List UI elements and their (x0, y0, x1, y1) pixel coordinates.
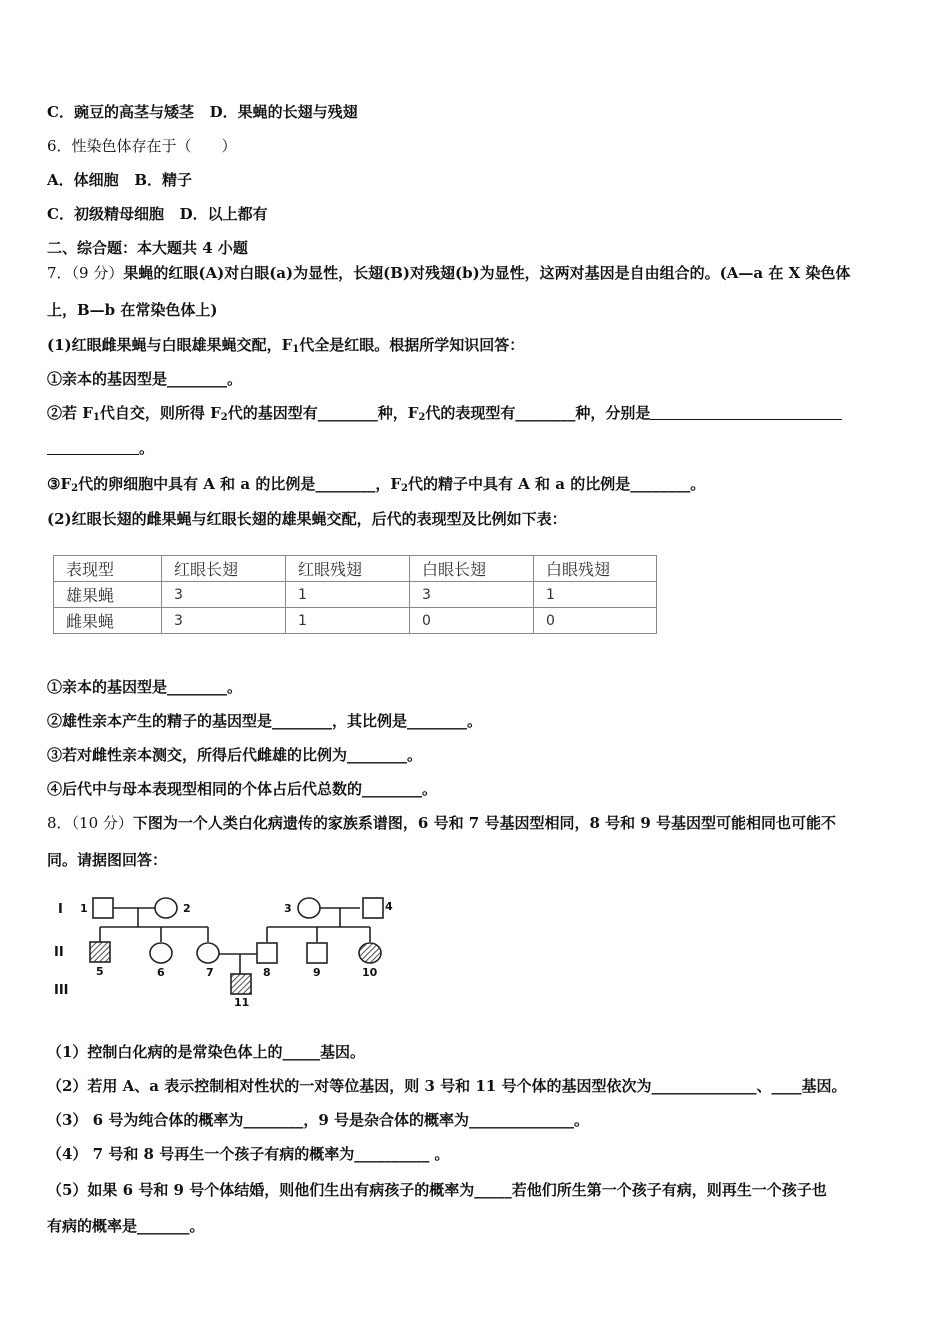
table-cell: 1 (534, 582, 657, 608)
table-header: 表现型 (54, 556, 162, 582)
q6-stem: 6．性染色体存在于（ ） (47, 137, 237, 155)
q8-q2: （2）若用 A、a 表示控制相对性状的一对等位基因，则 3 号和 11 号个体的基因型依次为______________、____基因。 (47, 1077, 847, 1095)
subscript: 2 (220, 412, 228, 423)
phenotype-table (53, 555, 657, 634)
q7-part2-intro: (2)红眼长翅的雌果蝇与红眼长翅的雄果蝇交配，后代的表现型及比例如下表： (47, 510, 567, 528)
q7-part2-q2: ②雄性亲本产生的精子的基因型是________，其比例是________。 (47, 712, 483, 730)
q7-part2-q3: ③若对雌性亲本测交，所得后代雌雄的比例为________。 (47, 746, 423, 764)
subscript: 1 (292, 344, 300, 355)
text: ③F (47, 475, 72, 493)
text: 代自交，则所得 F (99, 404, 221, 422)
q6-option-a: A．体细胞 (47, 171, 119, 189)
table-row (54, 582, 657, 608)
table-cell: 雌果蝇 (54, 608, 162, 634)
text: 代的卵细胞中具有 A 和 a 的比例是________，F (78, 475, 401, 493)
q8-stem-line1 (47, 813, 836, 833)
individual-label: 10 (362, 966, 378, 979)
text: 代的精子中具有 A 和 a 的比例是________。 (407, 475, 706, 493)
individual-3-female (298, 898, 320, 918)
table-row (54, 608, 657, 634)
q7-part2-q4: ④后代中与母本表现型相同的个体占后代总数的________。 (47, 780, 438, 798)
individual-10-affected-female (359, 943, 381, 963)
individual-label: 2 (183, 902, 191, 915)
q8-q5-line2: 有病的概率是_______。 (47, 1217, 205, 1235)
q7-stem-line2: 上，B—b 在常染色体上) (47, 301, 218, 319)
q6-option-c: C．初级精母细胞 (47, 205, 164, 223)
q7-part1-text-a: (1)红眼雌果蝇与白眼雄果蝇交配，F (47, 336, 293, 354)
subscript: 2 (71, 483, 79, 494)
q7-part1-intro (47, 335, 524, 355)
table-cell: 3 (162, 582, 286, 608)
q5-options-cd (47, 102, 358, 122)
answer-blank[interactable] (47, 440, 139, 455)
individual-label: 6 (157, 966, 165, 979)
individual-label: 11 (234, 996, 250, 1009)
q8-q4: （4） 7 号和 8 号再生一个孩子有病的概率为__________ 。 (47, 1145, 450, 1163)
q6-options-cd (47, 204, 268, 224)
table-cell: 1 (286, 608, 410, 634)
individual-9-male (307, 943, 327, 963)
table-header-row (54, 556, 657, 582)
subscript: 1 (92, 412, 100, 423)
q7-part1-q2-cont (47, 438, 154, 458)
individual-5-affected-male (90, 942, 110, 962)
q6-option-b: B．精子 (134, 171, 192, 189)
individual-11-affected-male (231, 974, 251, 994)
q7-part1-q3 (47, 474, 705, 494)
generation-label: II (54, 945, 64, 960)
individual-1-male (93, 898, 113, 918)
q7-number: 7． (47, 264, 72, 282)
individual-label: 4 (385, 900, 393, 913)
q8-q5-line1: （5）如果 6 号和 9 号个体结婚，则他们生出有病孩子的概率为_____若他们所生第一个孩子有病，则再生一个孩子也 (47, 1181, 827, 1199)
generation-label: III (54, 983, 69, 998)
q5-option-c: C．豌豆的高茎与矮茎 (47, 103, 194, 121)
table-cell: 3 (410, 582, 534, 608)
q8-stem-text1: 下图为一个人类白化病遗传的家族系谱图，6 号和 7 号基因型相同，8 号和 9 号基因型可能相同也可能不 (132, 814, 836, 832)
individual-label: 1 (80, 902, 88, 915)
table-cell: 雄果蝇 (54, 582, 162, 608)
text: 代的表现型有________种，分别是 (425, 404, 651, 422)
individual-2-female (155, 898, 177, 918)
individual-4-male (363, 898, 383, 918)
q7-stem-text1: 果蝇的红眼(A)对白眼(a)为显性，长翅(B)对残翅(b)为显性，这两对基因是自由组合的。(A—a 在 X 染色体 (123, 264, 851, 282)
table-cell: 0 (534, 608, 657, 634)
q7-part1-q2 (47, 403, 842, 423)
individual-label: 5 (96, 965, 104, 978)
q8-q3: （3） 6 号为纯合体的概率为________，9 号是杂合体的概率为______________。 (47, 1111, 589, 1129)
table-header: 红眼长翅 (162, 556, 286, 582)
individual-6-female (150, 943, 172, 963)
individual-label: 3 (284, 902, 292, 915)
q8-stem-line2: 同。请据图回答： (47, 851, 168, 869)
q5-option-d: D．果蝇的长翅与残翅 (209, 103, 358, 121)
section2-title: 二、综合题：本大题共 4 小题 (47, 239, 248, 257)
individual-label: 9 (313, 966, 321, 979)
q7-part2-q1: ①亲本的基因型是________。 (47, 678, 243, 696)
q7-part1-q1: ①亲本的基因型是________。 (47, 370, 243, 388)
text: 。 (139, 439, 155, 457)
table-header: 白眼残翅 (534, 556, 657, 582)
subscript: 2 (418, 412, 426, 423)
individual-7-female (197, 943, 219, 963)
q8-q1: （1）控制白化病的是常染色体上的_____基因。 (47, 1043, 365, 1061)
q6-option-d: D．以上都有 (179, 205, 268, 223)
individual-label: 7 (206, 966, 214, 979)
table-header: 红眼残翅 (286, 556, 410, 582)
text: 代的基因型有________种，F (227, 404, 419, 422)
individual-8-male (257, 943, 277, 963)
table-cell: 1 (286, 582, 410, 608)
individual-label: 8 (263, 966, 271, 979)
table-cell: 0 (410, 608, 534, 634)
q8-number: 8． (47, 814, 72, 832)
q7-stem-line1 (47, 263, 850, 283)
table-cell: 3 (162, 608, 286, 634)
q6-options-ab (47, 170, 192, 190)
answer-blank[interactable] (650, 405, 842, 420)
generation-label: I (58, 902, 63, 917)
q7-points: （9 分） (71, 264, 124, 282)
table-header: 白眼长翅 (410, 556, 534, 582)
text: ②若 F (47, 404, 93, 422)
q7-part1-text-b: 代全是红眼。根据所学知识回答： (299, 336, 525, 354)
subscript: 2 (400, 483, 408, 494)
q8-points: （10 分） (71, 814, 133, 832)
pedigree-chart (50, 892, 410, 1012)
